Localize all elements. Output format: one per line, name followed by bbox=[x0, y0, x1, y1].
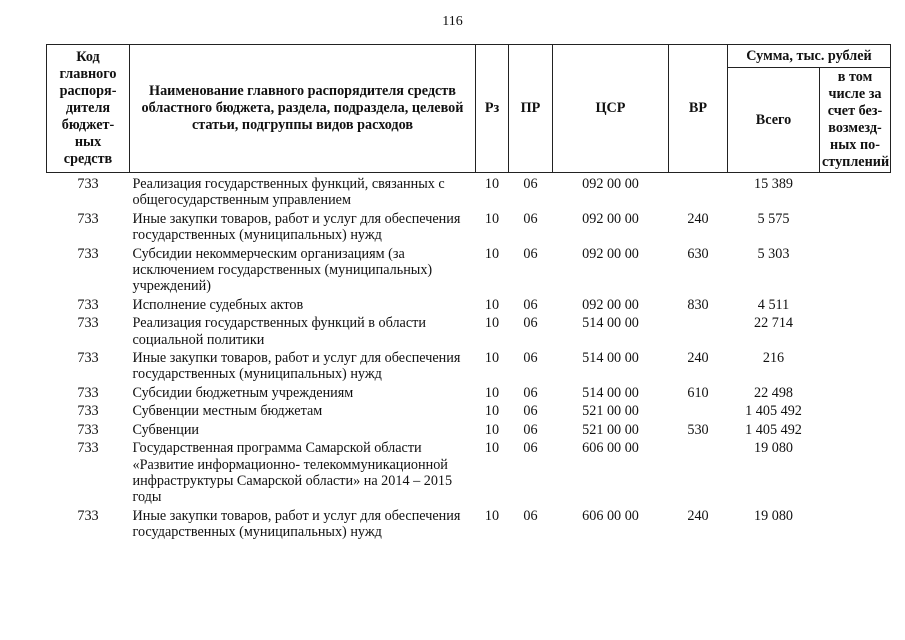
header-name: Наименование главного распорядителя средств областного бюджета, раздела, подраздела, целевой статьи, подгруппы видов расходов bbox=[130, 45, 476, 173]
cell-pr: 06 bbox=[523, 440, 538, 457]
budget-table bbox=[46, 44, 891, 543]
cell-code: 733 bbox=[77, 440, 99, 457]
cell-total: 15 389 bbox=[753, 176, 793, 192]
cell-name: Иные закупки товаров, работ и услуг для обеспечения государственных (муниципальных) нужд bbox=[132, 507, 461, 541]
cell-pr: 06 bbox=[523, 384, 538, 401]
cell-vr bbox=[669, 403, 728, 421]
cell-name: Субсидии некоммерческим организациям (за исключением государственных (муниципальных) учреждений) bbox=[132, 245, 433, 295]
header-rz: Рз bbox=[476, 45, 509, 173]
cell-csr: 092 00 00 bbox=[582, 296, 639, 313]
header-gratuitous: в том числе за счет без- возмезд- ных по- ступлений bbox=[820, 68, 891, 173]
cell-name: Государственная программа Самарской области «Развитие информационно- телекоммуникационной инфраструктуры Самарской области» на 2014 – 2015 годы bbox=[132, 440, 453, 506]
cell-total: 1 405 492 bbox=[745, 421, 802, 438]
table-row bbox=[47, 350, 891, 385]
cell-rz: 10 bbox=[484, 403, 500, 420]
cell-name: Субвенции местным бюджетам bbox=[132, 403, 323, 420]
header-csr: ЦСР bbox=[553, 45, 669, 173]
header-pr: ПР bbox=[509, 45, 553, 173]
cell-name: Реализация государственных функций, связанных с общегосударственным управлением bbox=[132, 176, 445, 209]
cell-code: 733 bbox=[77, 384, 99, 401]
cell-csr: 092 00 00 bbox=[582, 176, 639, 192]
cell-name: Исполнение судебных актов bbox=[132, 296, 304, 313]
cell-code: 733 bbox=[77, 421, 99, 438]
cell-gratuitous bbox=[820, 315, 891, 350]
table-row bbox=[47, 508, 891, 543]
cell-csr: 514 00 00 bbox=[582, 315, 639, 332]
cell-code: 733 bbox=[77, 296, 99, 313]
cell-vr: 240 bbox=[687, 350, 709, 367]
cell-code: 733 bbox=[77, 245, 99, 262]
cell-gratuitous bbox=[820, 440, 891, 508]
cell-pr: 06 bbox=[523, 350, 538, 367]
cell-rz: 10 bbox=[484, 296, 500, 313]
table-row bbox=[47, 422, 891, 440]
cell-gratuitous bbox=[820, 350, 891, 385]
cell-vr: 240 bbox=[687, 210, 709, 227]
cell-csr: 514 00 00 bbox=[582, 384, 639, 401]
table-body bbox=[47, 173, 891, 543]
cell-total: 22 714 bbox=[753, 315, 793, 332]
cell-pr: 06 bbox=[523, 245, 538, 262]
cell-gratuitous bbox=[820, 211, 891, 246]
cell-code: 733 bbox=[77, 350, 99, 367]
cell-csr: 521 00 00 bbox=[582, 403, 639, 420]
cell-rz: 10 bbox=[484, 315, 500, 332]
cell-csr: 606 00 00 bbox=[582, 507, 639, 524]
cell-rz: 10 bbox=[484, 421, 500, 438]
cell-csr: 092 00 00 bbox=[582, 245, 639, 262]
cell-total: 5 575 bbox=[757, 210, 790, 227]
cell-total: 5 303 bbox=[757, 245, 790, 262]
table-row bbox=[47, 173, 891, 211]
cell-gratuitous bbox=[820, 403, 891, 421]
cell-rz: 10 bbox=[484, 176, 500, 192]
cell-code: 733 bbox=[77, 403, 99, 420]
table-row bbox=[47, 385, 891, 403]
cell-pr: 06 bbox=[523, 176, 538, 192]
cell-total: 22 498 bbox=[753, 384, 793, 401]
cell-gratuitous bbox=[820, 385, 891, 403]
cell-vr: 830 bbox=[687, 296, 709, 313]
cell-name: Субсидии бюджетным учреждениям bbox=[132, 384, 354, 401]
cell-name: Иные закупки товаров, работ и услуг для обеспечения государственных (муниципальных) нужд bbox=[132, 210, 461, 244]
cell-csr: 521 00 00 bbox=[582, 421, 639, 438]
header-sum: Сумма, тыс. рублей bbox=[728, 45, 891, 68]
cell-rz: 10 bbox=[484, 245, 500, 262]
table-row bbox=[47, 403, 891, 421]
cell-vr: 610 bbox=[687, 384, 709, 401]
cell-csr: 092 00 00 bbox=[582, 210, 639, 227]
cell-rz: 10 bbox=[484, 350, 500, 367]
cell-total: 1 405 492 bbox=[745, 403, 802, 420]
cell-pr: 06 bbox=[523, 421, 538, 438]
cell-rz: 10 bbox=[484, 507, 500, 524]
cell-total: 19 080 bbox=[753, 507, 793, 524]
cell-vr bbox=[669, 315, 728, 350]
cell-vr bbox=[669, 173, 728, 211]
cell-pr: 06 bbox=[523, 315, 538, 332]
cell-vr: 530 bbox=[687, 421, 709, 438]
cell-pr: 06 bbox=[523, 403, 538, 420]
cell-name: Реализация государственных функций в области социальной политики bbox=[132, 315, 426, 348]
cell-pr: 06 bbox=[523, 210, 538, 227]
table-row bbox=[47, 440, 891, 508]
cell-code: 733 bbox=[77, 315, 99, 332]
table-row bbox=[47, 246, 891, 297]
table-row bbox=[47, 211, 891, 246]
cell-vr: 630 bbox=[687, 245, 709, 262]
cell-csr: 514 00 00 bbox=[582, 350, 639, 367]
cell-total: 19 080 bbox=[753, 440, 793, 457]
cell-vr bbox=[669, 440, 728, 508]
table-row bbox=[47, 315, 891, 350]
cell-code: 733 bbox=[77, 210, 99, 227]
cell-csr: 606 00 00 bbox=[582, 440, 639, 457]
cell-rz: 10 bbox=[484, 384, 500, 401]
cell-rz: 10 bbox=[484, 210, 500, 227]
header-code: Код главного распоря- дителя бюджет- ных средств bbox=[47, 45, 130, 173]
cell-total: 216 bbox=[762, 350, 785, 367]
cell-pr: 06 bbox=[523, 296, 538, 313]
cell-name: Субвенции bbox=[132, 421, 200, 438]
header-vr: ВР bbox=[669, 45, 728, 173]
cell-gratuitous bbox=[820, 508, 891, 543]
cell-gratuitous bbox=[820, 173, 891, 211]
cell-gratuitous bbox=[820, 246, 891, 297]
cell-code: 733 bbox=[77, 507, 99, 524]
cell-pr: 06 bbox=[523, 507, 538, 524]
cell-gratuitous bbox=[820, 422, 891, 440]
table-row bbox=[47, 297, 891, 315]
cell-code: 733 bbox=[77, 176, 99, 192]
cell-total: 4 511 bbox=[757, 296, 790, 313]
cell-name: Иные закупки товаров, работ и услуг для обеспечения государственных (муниципальных) нужд bbox=[132, 350, 461, 383]
cell-rz: 10 bbox=[484, 440, 500, 457]
header-total: Всего bbox=[728, 68, 820, 173]
cell-vr: 240 bbox=[687, 507, 709, 524]
cell-gratuitous bbox=[820, 297, 891, 315]
page-number: 116 bbox=[442, 14, 463, 29]
